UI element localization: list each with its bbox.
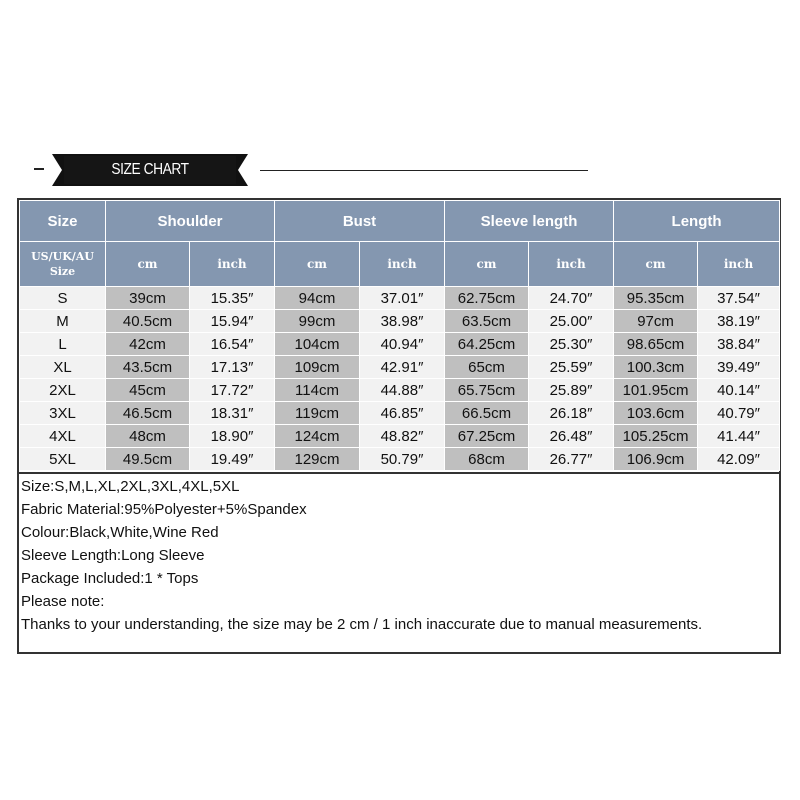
cell-length-cm: 105.25cm [614, 425, 698, 448]
cell-shoulder-cm: 45cm [106, 379, 190, 402]
cell-sleeve-cm: 64.25cm [445, 333, 529, 356]
cell-shoulder-cm: 39cm [106, 287, 190, 310]
size-chart-banner [0, 148, 800, 194]
banner-ribbon [52, 154, 248, 186]
size-table [19, 200, 780, 471]
note-package: Package Included:1 * Tops [21, 570, 199, 587]
header-shoulder: Shoulder [106, 201, 275, 242]
subheader-bust-cm: cm [275, 242, 360, 287]
cell-sleeve-cm: 68cm [445, 448, 529, 471]
cell-length-inch: 42.09″ [698, 448, 780, 471]
subheader-size [20, 242, 106, 287]
note-sleeve: Sleeve Length:Long Sleeve [21, 547, 205, 564]
subheader-size-line1: US/UK/AU [31, 250, 94, 263]
product-notes [19, 472, 779, 656]
cell-bust-cm: 114cm [275, 379, 360, 402]
cell-length-cm: 103.6cm [614, 402, 698, 425]
cell-size: M [20, 310, 106, 333]
table-row [20, 379, 780, 402]
banner-title: SIZE CHART [111, 161, 189, 178]
subheader-size-line2: Size [49, 265, 76, 278]
cell-bust-inch: 50.79″ [360, 448, 445, 471]
cell-size: 3XL [20, 402, 106, 425]
note-disclaimer: Thanks to your understanding, the size may be 2 cm / 1 inch inaccurate due to manual measurements. [21, 616, 703, 633]
cell-sleeve-inch: 25.59″ [529, 356, 614, 379]
header-bust: Bust [275, 201, 445, 242]
cell-bust-inch: 37.01″ [360, 287, 445, 310]
cell-shoulder-cm: 49.5cm [106, 448, 190, 471]
cell-bust-inch: 42.91″ [360, 356, 445, 379]
cell-bust-cm: 104cm [275, 333, 360, 356]
cell-bust-cm: 124cm [275, 425, 360, 448]
cell-length-inch: 41.44″ [698, 425, 780, 448]
cell-length-inch: 39.49″ [698, 356, 780, 379]
cell-sleeve-inch: 26.77″ [529, 448, 614, 471]
cell-length-cm: 100.3cm [614, 356, 698, 379]
banner-dash [34, 168, 44, 170]
cell-sleeve-cm: 66.5cm [445, 402, 529, 425]
table-row [20, 402, 780, 425]
cell-bust-inch: 38.98″ [360, 310, 445, 333]
cell-sleeve-inch: 25.30″ [529, 333, 614, 356]
note-colour: Colour:Black,White,Wine Red [21, 524, 219, 541]
group-header-row [20, 201, 780, 242]
subheader-length-inch: inch [698, 242, 780, 287]
cell-bust-inch: 46.85″ [360, 402, 445, 425]
table-row [20, 425, 780, 448]
cell-shoulder-cm: 42cm [106, 333, 190, 356]
cell-bust-cm: 94cm [275, 287, 360, 310]
cell-bust-inch: 44.88″ [360, 379, 445, 402]
cell-shoulder-cm: 40.5cm [106, 310, 190, 333]
subheader-length-cm: cm [614, 242, 698, 287]
cell-shoulder-cm: 46.5cm [106, 402, 190, 425]
cell-length-cm: 95.35cm [614, 287, 698, 310]
cell-size: XL [20, 356, 106, 379]
note-fabric: Fabric Material:95%Polyester+5%Spandex [21, 501, 307, 518]
subheader-shoulder-cm: cm [106, 242, 190, 287]
cell-length-inch: 40.14″ [698, 379, 780, 402]
cell-length-cm: 98.65cm [614, 333, 698, 356]
cell-sleeve-cm: 67.25cm [445, 425, 529, 448]
table-row [20, 287, 780, 310]
cell-length-inch: 37.54″ [698, 287, 780, 310]
cell-sleeve-cm: 62.75cm [445, 287, 529, 310]
table-row [20, 310, 780, 333]
cell-length-inch: 38.84″ [698, 333, 780, 356]
note-sizes: Size:S,M,L,XL,2XL,3XL,4XL,5XL [21, 478, 240, 495]
cell-sleeve-inch: 26.18″ [529, 402, 614, 425]
unit-header-row [20, 242, 780, 287]
cell-sleeve-cm: 65.75cm [445, 379, 529, 402]
cell-size: S [20, 287, 106, 310]
table-row [20, 333, 780, 356]
subheader-bust-inch: inch [360, 242, 445, 287]
cell-size: 2XL [20, 379, 106, 402]
cell-length-cm: 101.95cm [614, 379, 698, 402]
cell-shoulder-inch: 15.94″ [190, 310, 275, 333]
cell-sleeve-inch: 25.89″ [529, 379, 614, 402]
cell-bust-inch: 48.82″ [360, 425, 445, 448]
cell-sleeve-cm: 63.5cm [445, 310, 529, 333]
cell-shoulder-cm: 43.5cm [106, 356, 190, 379]
cell-shoulder-inch: 19.49″ [190, 448, 275, 471]
cell-sleeve-inch: 26.48″ [529, 425, 614, 448]
header-length: Length [614, 201, 780, 242]
cell-shoulder-inch: 17.72″ [190, 379, 275, 402]
cell-shoulder-inch: 17.13″ [190, 356, 275, 379]
cell-bust-inch: 40.94″ [360, 333, 445, 356]
table-row [20, 448, 780, 471]
cell-bust-cm: 109cm [275, 356, 360, 379]
cell-size: 4XL [20, 425, 106, 448]
subheader-sleeve-inch: inch [529, 242, 614, 287]
cell-bust-cm: 129cm [275, 448, 360, 471]
cell-sleeve-cm: 65cm [445, 356, 529, 379]
subheader-shoulder-inch: inch [190, 242, 275, 287]
subheader-sleeve-cm: cm [445, 242, 529, 287]
size-chart-frame [17, 198, 781, 654]
banner-rule [260, 170, 588, 171]
cell-shoulder-inch: 18.31″ [190, 402, 275, 425]
table-row [20, 356, 780, 379]
cell-shoulder-inch: 16.54″ [190, 333, 275, 356]
cell-size: L [20, 333, 106, 356]
cell-length-cm: 97cm [614, 310, 698, 333]
cell-shoulder-inch: 18.90″ [190, 425, 275, 448]
cell-sleeve-inch: 25.00″ [529, 310, 614, 333]
header-size: Size [20, 201, 106, 242]
cell-length-cm: 106.9cm [614, 448, 698, 471]
cell-sleeve-inch: 24.70″ [529, 287, 614, 310]
cell-shoulder-inch: 15.35″ [190, 287, 275, 310]
cell-shoulder-cm: 48cm [106, 425, 190, 448]
note-please-note: Please note: [21, 593, 105, 610]
cell-size: 5XL [20, 448, 106, 471]
cell-bust-cm: 99cm [275, 310, 360, 333]
cell-length-inch: 38.19″ [698, 310, 780, 333]
cell-length-inch: 40.79″ [698, 402, 780, 425]
header-sleeve-length: Sleeve length [445, 201, 614, 242]
cell-bust-cm: 119cm [275, 402, 360, 425]
